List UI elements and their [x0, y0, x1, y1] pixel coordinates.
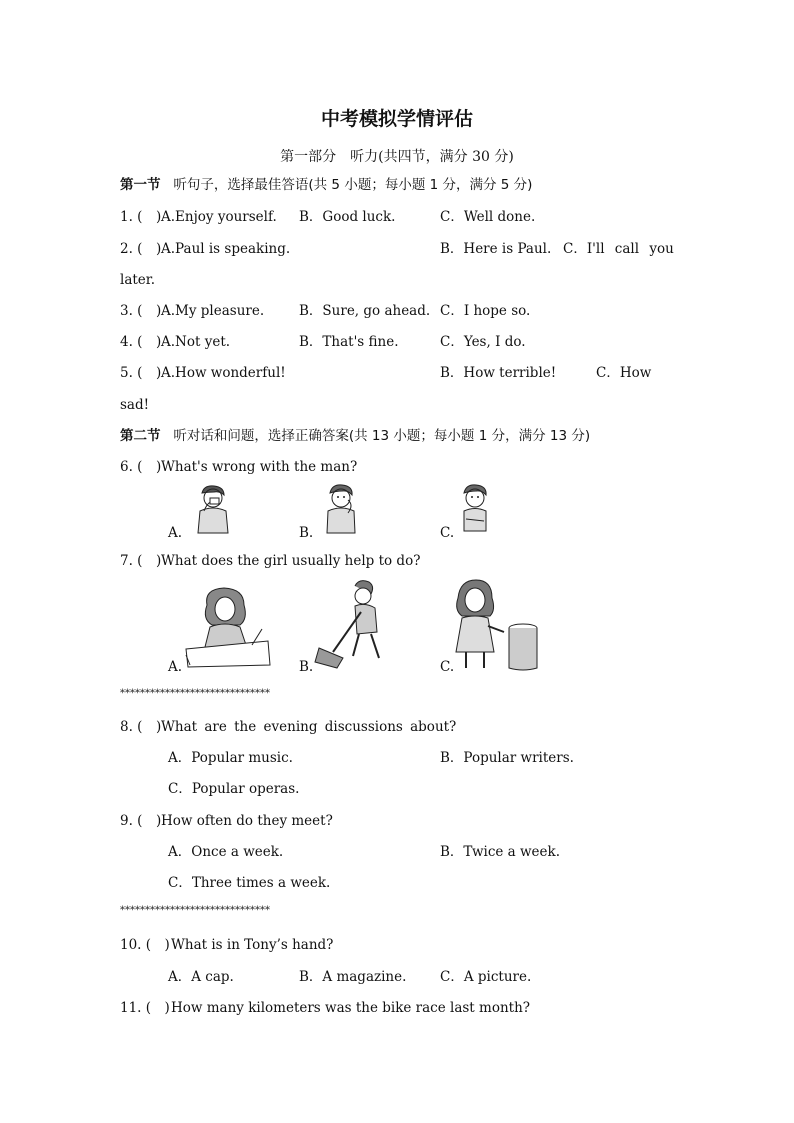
q9-question: How often do they meet?	[161, 813, 333, 829]
page-title: 中考模拟学情评估	[320, 108, 473, 130]
q3-option-c: C．I hope so.	[440, 303, 531, 319]
q11-question: How many kilometers was the bike race last month?	[171, 1000, 531, 1016]
q7-option-c-label: C.	[440, 659, 455, 675]
q7-option-b-label: B.	[299, 659, 314, 675]
q6-option-a-label: A.	[168, 525, 183, 541]
q3-number: 3. ( )	[120, 303, 162, 319]
q2-option-c: C．I'll call you	[563, 241, 674, 257]
q8-number: 8. ( )	[120, 719, 162, 735]
q8-option-b: B．Popular writers.	[440, 750, 574, 766]
q11-number: 11. ( )	[120, 1000, 170, 1016]
q4-option-a: A.Not yet.	[161, 334, 231, 350]
q3-option-b: B．Sure, go ahead.	[299, 303, 431, 319]
q5-number: 5. ( )	[120, 365, 162, 381]
q6-picture-c-man-holding-stomach-icon	[452, 483, 498, 535]
q1-option-a: A.Enjoy yourself.	[161, 209, 277, 225]
section-2-text: 听对话和问题，选择正确答案(共 13 小题；每小题 1 分，满分 13 分)	[173, 428, 591, 444]
separator-2: ******************************	[120, 905, 270, 916]
q5-option-c: C．How	[596, 365, 652, 381]
part-heading: 第一部分 听力(共四节，满分 30 分)	[280, 149, 514, 165]
q2-option-c-continued: later.	[120, 272, 156, 288]
q4-option-c: C．Yes, I do.	[440, 334, 526, 350]
q8-option-a: A．Popular music.	[168, 750, 293, 766]
q7-picture-b-girl-sweeping-floor-icon	[313, 578, 399, 670]
section-2-label: 第二节	[120, 428, 161, 444]
q1-option-b: B．Good luck.	[299, 209, 396, 225]
q1-number: 1. ( )	[120, 209, 162, 225]
q8-question: What are the evening discussions about?	[161, 719, 457, 735]
q6-picture-a-man-sneezing-icon	[190, 483, 236, 535]
q3-option-a: A.My pleasure.	[161, 303, 265, 319]
q2-option-a: A.Paul is speaking.	[161, 241, 291, 257]
q7-option-a-label: A.	[168, 659, 183, 675]
q8-option-c: C．Popular operas.	[168, 781, 300, 797]
q6-option-b-label: B.	[299, 525, 314, 541]
q7-number: 7. ( )	[120, 553, 162, 569]
q10-option-b: B．A magazine.	[299, 969, 407, 985]
q10-number: 10. ( )	[120, 937, 170, 953]
q2-number: 2. ( )	[120, 241, 162, 257]
separator-1: ******************************	[120, 688, 270, 699]
q6-number: 6. ( )	[120, 459, 162, 475]
q9-number: 9. ( )	[120, 813, 162, 829]
q5-option-b: B．How terrible!	[440, 365, 557, 381]
q4-option-b: B．That's fine.	[299, 334, 399, 350]
q10-option-a: A．A cap.	[168, 969, 234, 985]
q10-option-c: C．A picture.	[440, 969, 532, 985]
section-1-label: 第一节	[120, 177, 161, 193]
q9-option-c: C．Three times a week.	[168, 875, 331, 891]
section-1-text: 听句子，选择最佳答语(共 5 小题；每小题 1 分，满分 5 分)	[173, 177, 533, 193]
q2-option-b: B．Here is Paul.	[440, 241, 552, 257]
q9-option-b: B．Twice a week.	[440, 844, 561, 860]
q7-picture-a-girl-washing-dishes-icon	[182, 585, 272, 670]
q1-option-c: C．Well done.	[440, 209, 536, 225]
q10-question: What is in Tony’s hand?	[171, 937, 334, 953]
q4-number: 4. ( )	[120, 334, 162, 350]
q6-option-c-label: C.	[440, 525, 455, 541]
q7-picture-c-girl-with-trash-can-icon	[452, 576, 544, 672]
q6-picture-b-man-holding-cheek-icon	[318, 483, 364, 535]
section-2-heading	[120, 427, 590, 445]
q5-option-a: A.How wonderful!	[161, 365, 286, 381]
q7-question: What does the girl usually help to do?	[161, 553, 421, 569]
q5-option-c-continued: sad!	[120, 397, 150, 413]
q6-question: What's wrong with the man?	[161, 459, 358, 475]
q9-option-a: A．Once a week.	[168, 844, 284, 860]
section-1-heading	[120, 176, 532, 194]
